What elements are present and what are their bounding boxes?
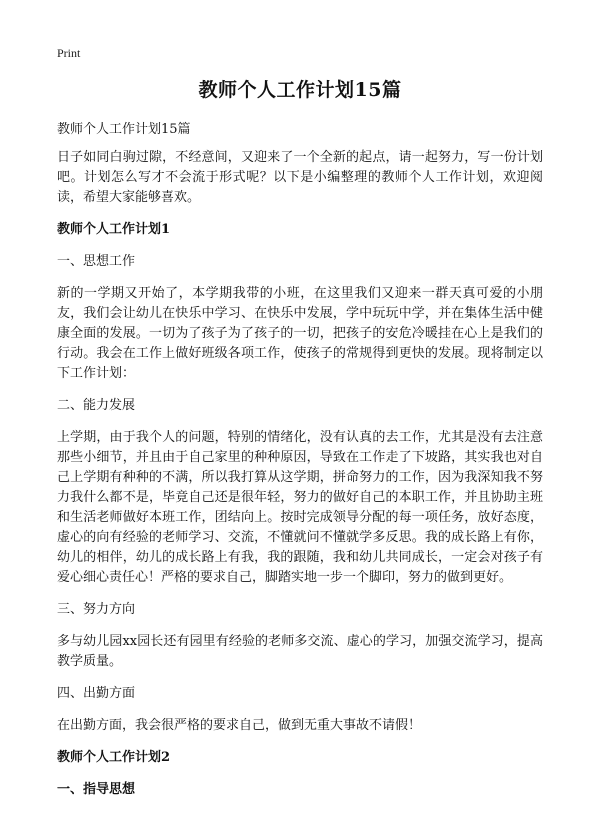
plan1-heading: 教师个人工作计划1: [57, 222, 171, 237]
plan1-section4-text: 在出勤方面，我会很严格的要求自己，做到无重大事故不请假！: [57, 718, 422, 733]
plan1-section3-title: 三、努力方向: [57, 602, 136, 617]
document-subtitle: 教师个人工作计划15篇: [57, 122, 191, 137]
plan1-section2-text: 上学期，由于我个人的问题，特别的情绪化，没有认真的去工作，尤其是没有去注意那些小细节，并且由于自己家里的种种原因，导致在工作走了下坡路，其实我也对自己上学期有种种的不满，所以我打算从这学期，拼命努力的工作，因为我深知我不努力我什么都不是，毕竟自己还是很年轻，努力的做好自己的本职工作，并且协助主班和生活老师做好本班工作，团结向上。按时完成领导分配的每一项任务，放好态度，虚心的向有经验的老师学习、交流，不懂就问不懂就学多反思。我的成长路上有你，幼儿的相伴，幼儿的成长路上有我，我的跟随，我和幼儿共同成长，一定会对孩子有爱心细心责任心！严格的要求自己，脚踏实地一步一个脚印，努力的做到更好。: [57, 430, 543, 585]
page-title: 教师个人工作计划15篇: [198, 79, 402, 101]
plan2-section1-title: 一、指导思想: [57, 782, 136, 797]
plan1-section4-title: 四、出勤方面: [57, 686, 136, 701]
plan2-heading: 教师个人工作计划2: [57, 750, 171, 765]
plan1-section3-text: 多与幼儿园xx园长还有园里有经验的老师多交流、虚心的学习，加强交流学习，提高教学质量。: [57, 634, 543, 669]
plan1-section2-title: 二、能力发展: [57, 398, 136, 413]
plan1-section1-title: 一、思想工作: [57, 254, 136, 269]
intro-paragraph: 日子如同白驹过隙，不经意间，又迎来了一个全新的起点，请一起努力，写一份计划吧。计划怎么写才不会流于形式呢？以下是小编整理的教师个人工作计划，欢迎阅读，希望大家能够喜欢。: [57, 150, 543, 205]
document-body: [57, 148, 543, 812]
plan1-section1-text: 新的一学期又开始了，本学期我带的小班，在这里我们又迎来一群天真可爱的小朋友，我们会让幼儿在快乐中学习、在快乐中发展，学中玩玩中学，并在集体生活中健康全面的发展。一切为了孩子为了孩子的一切，把孩子的安危冷暖挂在心上是我们的行动。我会在工作上做好班级各项工作，使孩子的常规得到更快的发展。现将制定以下工作计划：: [57, 286, 543, 381]
print-link[interactable]: Print: [57, 46, 81, 60]
